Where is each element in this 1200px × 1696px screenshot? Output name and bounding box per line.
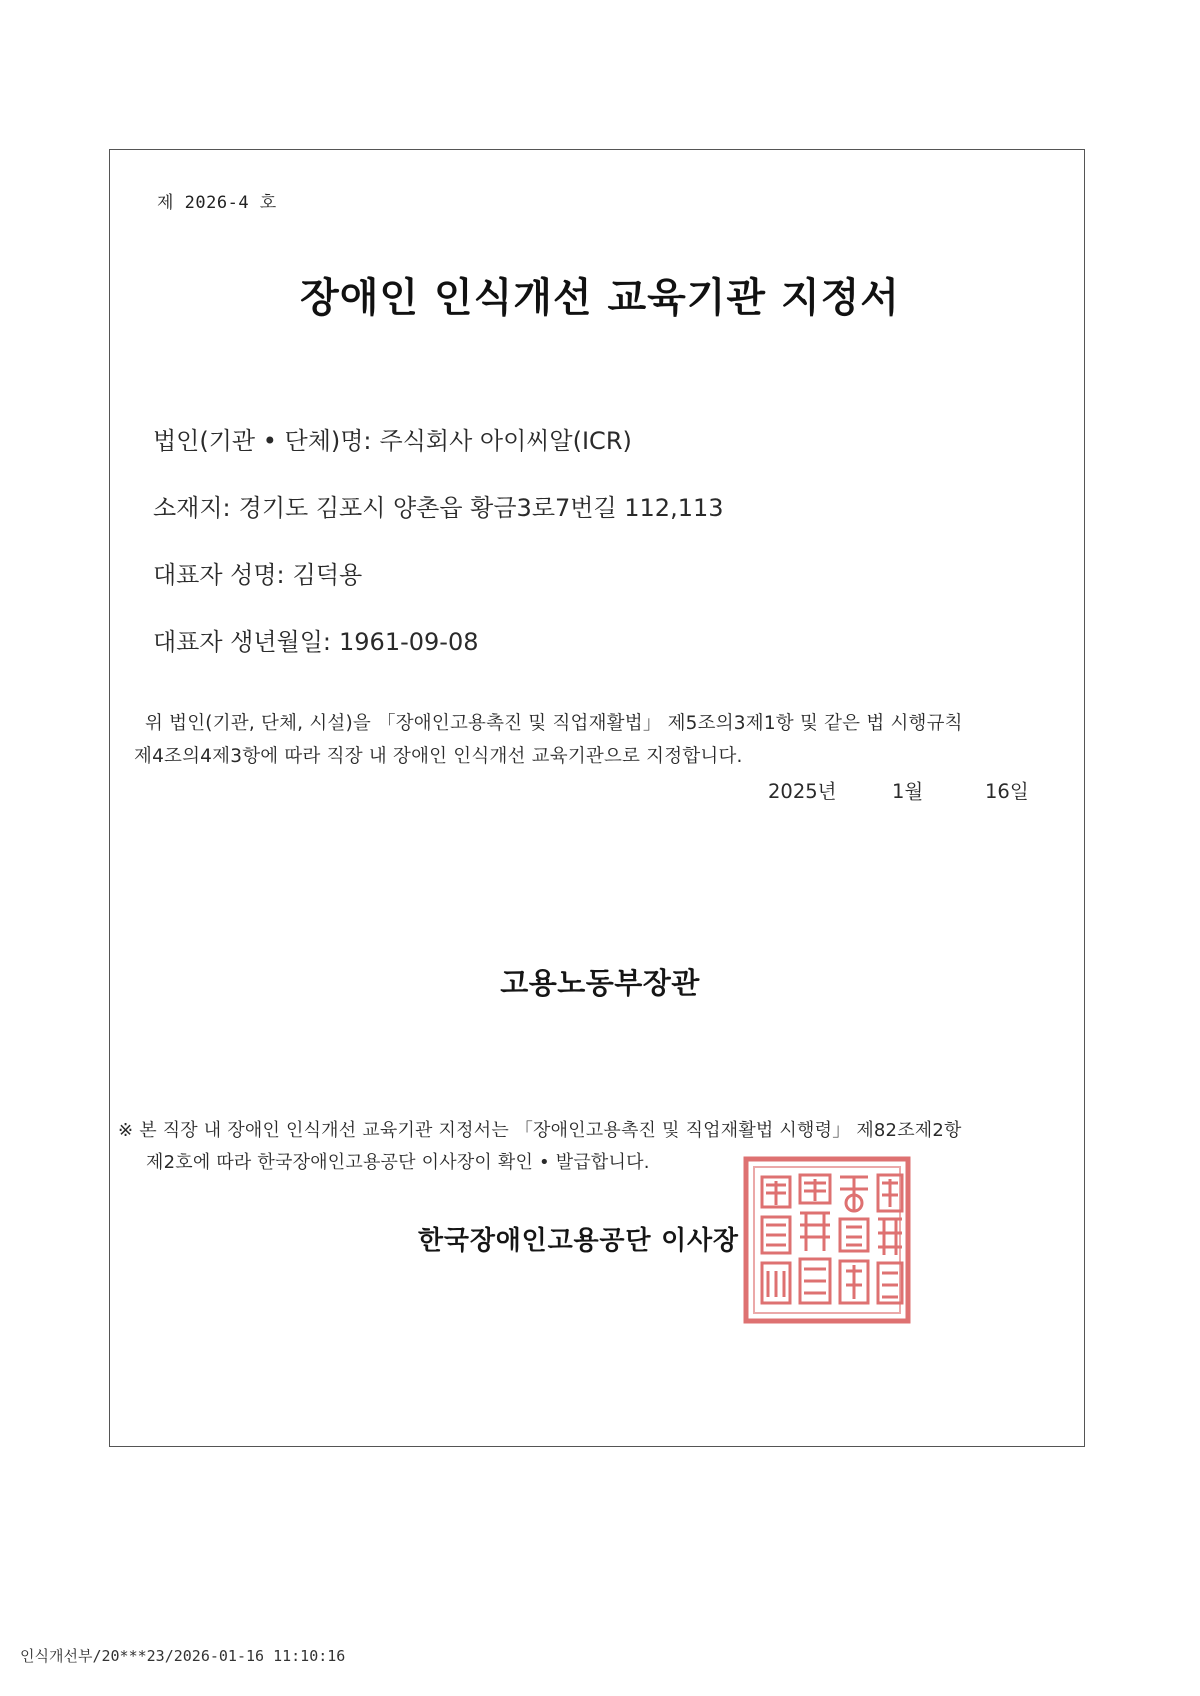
document-footer-stamp: 인식개선부/20***23/2026-01-16 11:10:16 [20,1647,346,1665]
field-value: 1961-09-08 [339,628,479,656]
field-value: 김덕용 [292,561,363,589]
date-month: 1월 [892,780,924,803]
certificate-number: 제 2026-4 호 [157,193,277,213]
date-day: 16일 [985,780,1029,803]
field-label: 소재지: [153,494,231,522]
certificate-title: 장애인 인식개선 교육기관 지정서 [300,275,900,321]
field-representative-name [153,555,362,590]
field-address [153,488,724,523]
field-label: 대표자 성명: [153,561,285,589]
field-value: 경기도 김포시 양촌읍 황금3로7번길 112,113 [238,494,724,522]
notice-line-1: ※ 본 직장 내 장애인 인식개선 교육기관 지정서는 「장애인고용촉진 및 직업재활법 시행령」 제82조제2항 [118,1120,962,1141]
official-seal-stamp [742,1155,912,1325]
field-label: 대표자 생년월일: [153,628,332,656]
designation-text-line-2: 제4조의4제3항에 따라 직장 내 장애인 인식개선 교육기관으로 지정합니다. [134,746,743,767]
date-year: 2025년 [768,780,837,803]
confirming-authority: 한국장애인고용공단 이사장 [418,1226,739,1256]
notice-line-2: 제2호에 따라 한국장애인고용공단 이사장이 확인 • 발급합니다. [146,1152,650,1173]
field-representative-birthdate [153,622,479,657]
field-organization-name [153,421,632,456]
field-label: 법인(기관 • 단체)명: [153,427,372,455]
issuer-minister: 고용노동부장관 [500,966,700,1000]
field-value: 주식회사 아이씨알(ICR) [379,427,632,455]
designation-text-line-1: 위 법인(기관, 단체, 시설)을 「장애인고용촉진 및 직업재활법」 제5조의3제1항 및 같은 법 시행규칙 [145,713,963,734]
